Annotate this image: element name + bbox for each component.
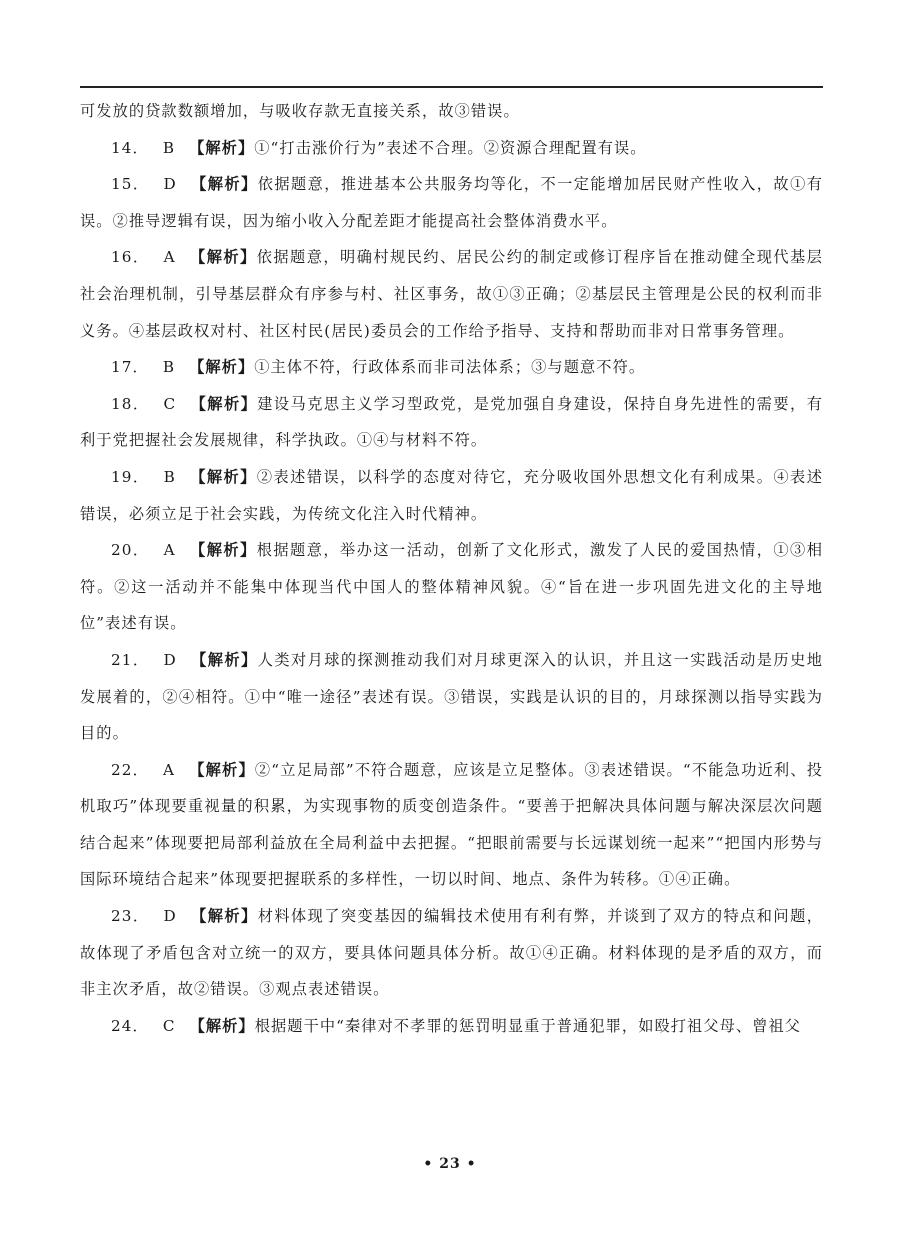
- continuation-text: 可发放的贷款数额增加，与吸收存款无直接关系，故③错误。: [80, 102, 520, 120]
- question-number: 17．: [111, 358, 149, 377]
- analysis-tag: 【解析】: [189, 358, 255, 377]
- continuation-paragraph: [80, 93, 823, 130]
- analysis-tag: 【解析】: [189, 467, 257, 486]
- question-number: 21．: [111, 650, 150, 669]
- question-number: 16．: [111, 248, 150, 267]
- question-number: 15．: [111, 175, 150, 194]
- analysis-tag: 【解析】: [190, 394, 258, 413]
- page-number: • 23 •: [423, 1156, 477, 1172]
- question-number: 20．: [111, 541, 150, 560]
- answer-item-15: [80, 166, 823, 239]
- question-number: 22．: [111, 760, 150, 779]
- answer-item-17: [80, 349, 823, 386]
- analysis-tag: 【解析】: [189, 541, 257, 560]
- analysis-tag: 【解析】: [189, 760, 255, 779]
- answer-item-16: [80, 239, 823, 349]
- analysis-text: 人类对月球的探测推动我们对月球更深入的认识，并且这一实践活动是历史地发展着的，②④相符。①中“唯一途径”表述有误。③错误，实践是认识的目的，月球探测以指导实践为目的。: [80, 650, 823, 743]
- question-number: 14．: [111, 138, 149, 157]
- header-rule: [80, 86, 823, 88]
- answer-letter: B: [162, 358, 176, 377]
- answer-explanations: [80, 93, 823, 1044]
- answer-item-23: [80, 898, 823, 1008]
- question-number: 23．: [111, 907, 150, 926]
- question-number: 18．: [111, 394, 150, 413]
- analysis-tag: 【解析】: [190, 175, 258, 194]
- answer-letter: B: [162, 138, 176, 157]
- answer-item-22: [80, 752, 823, 898]
- answer-letter: A: [163, 248, 176, 267]
- analysis-text: ②“立足局部”不符合题意，应该是立足整体。③表述错误。“不能急功近利、投机取巧”体现要重视量的积累，为实现事物的质变创造条件。“要善于把解决具体问题与解决深层次问题结合起来”体现要把局部利益放在全局利益中去把握。“把眼前需要与长远谋划统一起来”“把国内形势与国际环境结合起来”体现要把握联系的多样性，一切以时间、地点、条件为转移。①④正确。: [80, 760, 823, 889]
- analysis-text: 依据题意，推进基本公共服务均等化，不一定能增加居民财产性收入，故①有误。②推导逻辑有误，因为缩小收入分配差距才能提高社会整体消费水平。: [80, 175, 823, 230]
- question-number: 24．: [111, 1016, 149, 1035]
- answer-item-19: [80, 459, 823, 532]
- answer-item-20: [80, 532, 823, 642]
- answer-item-14: [80, 130, 823, 167]
- analysis-text: 根据题干中“秦律对不孝罪的惩罚明显重于普通犯罪，如殴打祖父母、曾祖父: [254, 1016, 802, 1035]
- answer-letter: D: [163, 175, 177, 194]
- answer-letter: C: [163, 394, 177, 413]
- answer-letter: D: [163, 650, 177, 669]
- question-number: 19．: [111, 467, 150, 486]
- answer-letter: C: [162, 1016, 176, 1035]
- analysis-text: ②表述错误，以科学的态度对待它，充分吸收国外思想文化有利成果。④表述错误，必须立足于社会实践，为传统文化注入时代精神。: [80, 467, 823, 523]
- analysis-tag: 【解析】: [189, 248, 257, 267]
- answer-item-21: [80, 642, 823, 752]
- answer-letter: D: [163, 907, 177, 926]
- analysis-tag: 【解析】: [189, 1016, 255, 1035]
- answer-item-24: [80, 1008, 823, 1045]
- analysis-text: ①主体不符，行政体系而非司法体系；③与题意不符。: [254, 358, 646, 377]
- answer-letter: B: [163, 467, 176, 486]
- answer-item-18: [80, 386, 823, 459]
- answer-letter: A: [163, 541, 176, 560]
- analysis-text: 依据题意，明确村规民约、居民公约的制定或修订程序旨在推动健全现代基层社会治理机制，引导基层群众有序参与村、社区事务，故①③正确；②基层民主管理是公民的权利而非义务。④基层政权对村、社区村民(居民)委员会的工作给予指导、支持和帮助而非对日常事务管理。: [80, 248, 823, 340]
- analysis-tag: 【解析】: [190, 650, 258, 669]
- analysis-text: 建设马克思主义学习型政党，是党加强自身建设，保持自身先进性的需要，有利于党把握社会发展规律，科学执政。①④与材料不符。: [80, 394, 823, 450]
- analysis-text: 根据题意，举办这一活动，创新了文化形式，激发了人民的爱国热情，①③相符。②这一活动并不能集中体现当代中国人的整体精神风貌。④“旨在进一步巩固先进文化的主导地位”表述有误。: [80, 541, 823, 633]
- answer-letter: A: [163, 760, 176, 779]
- analysis-tag: 【解析】: [189, 138, 255, 157]
- analysis-text: 材料体现了突变基因的编辑技术使用有利有弊，并谈到了双方的特点和问题，故体现了矛盾包含对立统一的双方，要具体问题具体分析。故①④正确。材料体现的是矛盾的双方，而非主次矛盾，故②错误。③观点表述错误。: [80, 907, 823, 999]
- analysis-text: ①“打击涨价行为”表述不合理。②资源合理配置有误。: [254, 138, 647, 157]
- analysis-tag: 【解析】: [190, 907, 258, 926]
